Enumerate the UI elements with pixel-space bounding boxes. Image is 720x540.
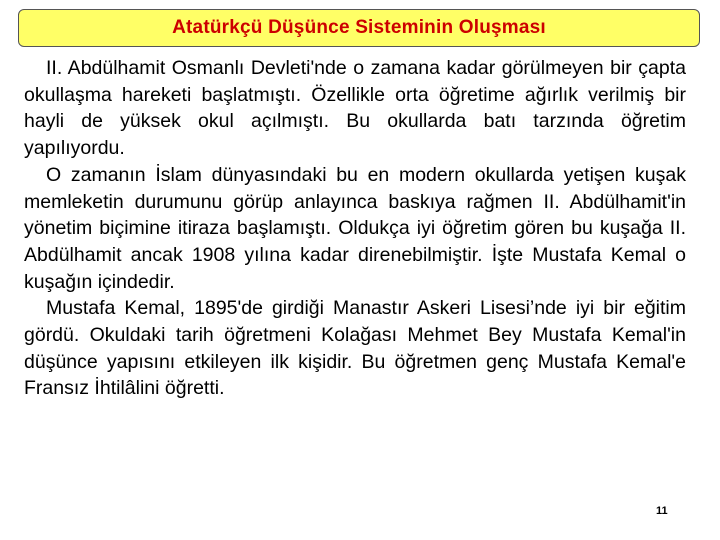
paragraph-2: O zamanın İslam dünyasındaki bu en modern okullarda yetişen kuşak memleketin durumunu görüp anlayınca baskıya rağmen II. Abdülhamit'in yönetim biçimine itiraza başlamıştı. Oldukça iyi öğretim gören bu kuşağa II. Abdülhamit ancak 1908 yılına kadar direnebilmiştir. İşte Mustafa Kemal o kuşağın içindedir.: [24, 163, 686, 293]
page-title: Atatürkçü Düşünce Sisteminin Oluşması: [172, 17, 546, 38]
body-text: [24, 55, 686, 402]
page-number: 11: [656, 505, 668, 517]
paragraph-3: Mustafa Kemal, 1895'de girdiği Manastır Askeri Lisesi’nde iyi bir eğitim gördü. Okuldaki tarih öğretmeni Kolağası Mehmet Bey Mustafa Kemal'in düşünce yapısını etkileyen ilk kişidir. Bu öğretmen genç Mustafa Kemal'e Fransız İhtilâlini öğretti.: [24, 297, 686, 400]
paragraph-1: II. Abdülhamit Osmanlı Devleti'nde o zamana kadar görülmeyen bir çapta okullaşma hareketi başlatmıştı. Özellikle orta öğretime ağırlık verilmiş bir hayli de yüksek okul açılmıştı. Bu okullarda batı tarzında öğretim yapılıyordu.: [24, 57, 686, 160]
title-banner: [18, 9, 700, 47]
